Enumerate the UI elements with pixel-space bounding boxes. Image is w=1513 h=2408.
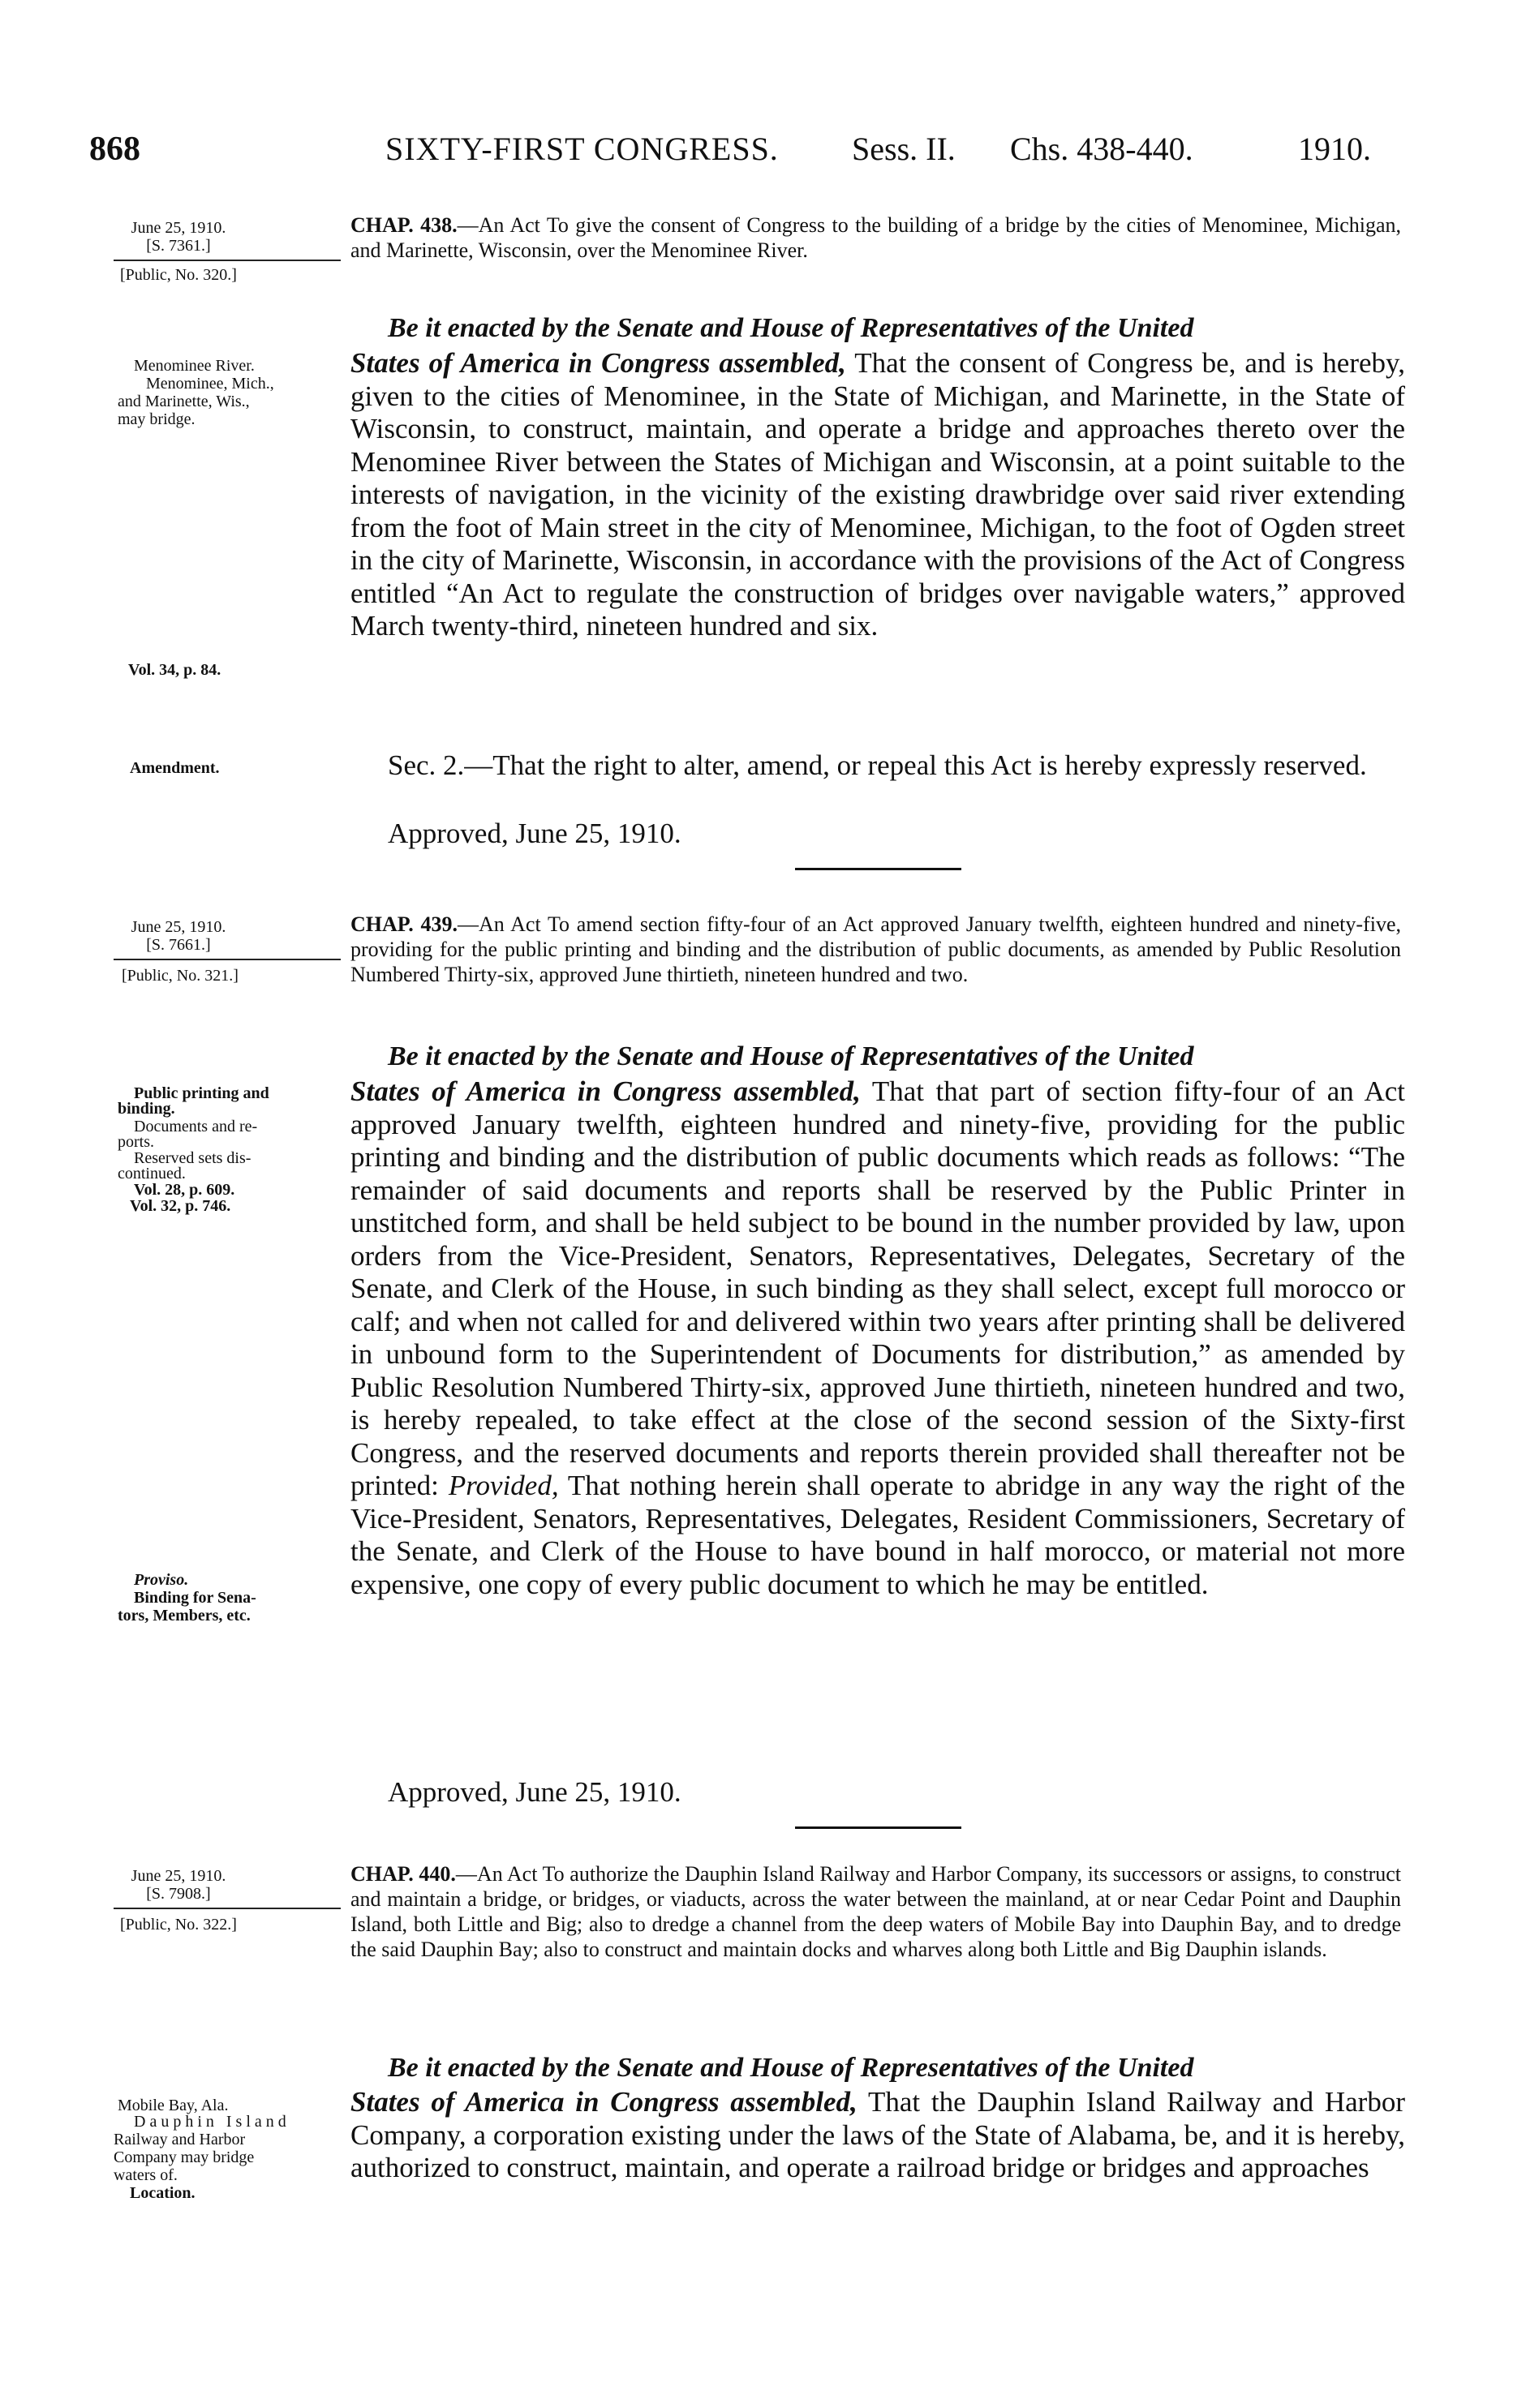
chap438-sec2-label: Sec. 2. <box>388 749 465 781</box>
chap439-synopsis <box>350 912 1401 987</box>
chap438-note-3: and Marinette, Wis., <box>118 393 250 410</box>
congress-title: SIXTY-FIRST CONGRESS. <box>385 131 779 167</box>
chap439-note-proviso: Proviso. <box>134 1571 189 1589</box>
chap438-note-2: Menominee, Mich., <box>146 375 274 393</box>
chap439-note-5: Reserved sets dis- <box>134 1149 251 1167</box>
chap439-proviso-word: Provided, <box>448 1470 559 1501</box>
chap440-section-text: That the Dauphin Island Railway and Harbor Company, a corporation existing under the laws of the State of Alabama, be, and it is hereby, authorized to construct, maintain, and operate a railroad bridge or bridges and approaches <box>350 2086 1405 2183</box>
chap439-enacting-clause: Be it enacted by the Senate and House of Representatives of the United <box>388 1041 1194 1071</box>
chap440-enacting-clause: Be it enacted by the Senate and House of Representatives of the United <box>388 2053 1194 2083</box>
chap440-note-5: waters of. <box>114 2166 178 2184</box>
chap438-synopsis <box>350 212 1401 263</box>
chap439-note-binding: Binding for Sena- <box>134 1589 256 1607</box>
chap439-approved: Approved, June 25, 1910. <box>388 1776 681 1808</box>
chap439-proviso-text: That nothing herein shall operate to abridge in any way the right of the Vice-President, Senators, Representatives, Delegates, Resident Commissioners, Secretary of the Senate, and Clerk of the House to have bound in half morocco, or material not more expensive, one copy of every public document to which he may be entitled. <box>350 1470 1406 1600</box>
chap439-note-8: Vol. 32, p. 746. <box>130 1197 231 1215</box>
running-header <box>89 130 1420 178</box>
chap440-note-2: Dauphin Island <box>134 2113 290 2131</box>
chap439-note-4: ports. <box>118 1133 154 1151</box>
chap439-title: —An Act To amend section fifty-four of an Act approved January twelfth, eighteen hundred and ninety-five, providing for the public printing and binding and the distribution of public documents, as amended by Public Resolution Numbered Thirty-six, approved June thirtieth, nineteen hundred and two. <box>350 912 1401 986</box>
chap439-note-7: Vol. 28, p. 609. <box>134 1181 235 1199</box>
chap438-enacting-cont: States of America in Congress assembled, <box>350 347 846 379</box>
page-number: 868 <box>89 131 140 168</box>
chap439-note-members: tors, Members, etc. <box>118 1607 251 1625</box>
chap439-note-2: binding. <box>118 1100 175 1118</box>
chap438-title: —An Act To give the consent of Congress to the building of a bridge by the cities of Menominee, Michigan, and Marinette, Wisconsin, over the Menominee River. <box>350 213 1401 262</box>
chapters-label: Chs. 438-440. <box>1010 131 1193 167</box>
chap438-end-rule <box>795 868 961 870</box>
session-label: Sess. II. <box>852 131 956 167</box>
chap438-date: June 25, 1910. <box>131 219 226 237</box>
chap439-note-6: continued. <box>118 1165 186 1183</box>
chap439-note-1: Public printing and <box>134 1084 269 1102</box>
chap438-note-vol: Vol. 34, p. 84. <box>128 661 221 679</box>
chap438-sec2-text: That the right to alter, amend, or repeal this Act is hereby expressly reserved. <box>492 749 1367 781</box>
chap440-title: —An Act To authorize the Dauphin Island Railway and Harbor Company, its successors or assigns, to construct and maintain a bridge, or bridges, or viaducts, across the water between the mainland, at or near Cedar Point and Dauphin Island, both Little and Big; also to dredge a channel from the deep waters of Mobile Bay into Dauphin Bay, and to dredge the said Dauphin Bay; also to construct and maintain docks and wharves along both Little and Big Dauphin islands. <box>350 1862 1402 1961</box>
chap438-approved: Approved, June 25, 1910. <box>388 818 681 849</box>
chap440-body <box>350 2086 1405 2185</box>
year-label: 1910. <box>1298 131 1371 167</box>
chap438-sidebar-rule <box>114 260 341 261</box>
chap439-enacting-cont: States of America in Congress assembled, <box>350 1075 861 1107</box>
chap438-public-law: [Public, No. 320.] <box>120 266 237 284</box>
chap440-sidebar-rule <box>114 1908 341 1909</box>
chap440-public-law: [Public, No. 322.] <box>120 1916 237 1934</box>
chap438-section-1: That the consent of Congress be, and is hereby, given to the cities of Menominee, in the State of Michigan, and Marinette, in the State of Wisconsin, to construct, maintain, and operate a bridge and approaches thereto over the Menominee River between the States of Michigan and Wisconsin, at a point suitable to the interests of navigation, in the vicinity of the existing drawbridge over said river extending from the foot of Main street in the city of Menominee, Michigan, to the foot of Ogden street in the city of Marinette, Wisconsin, in accordance with the provisions of the Act of Congress entitled “An Act to regulate the construction of bridges over navigable waters,” approved March twenty-third, nineteen hundred and six. <box>350 347 1405 642</box>
chap439-section-text: That that part of section fifty-four of an Act approved January twelfth, eighteen hundred and ninety-five, providing for the public printing and binding and the distribution of public documents which reads as follows: “The remainder of said documents and reports shall be reserved by the Public Printer in unstitched form, and shall be held subject to be bound in the number provided by law, upon orders from the Vice-President, Senators, Representatives, Delegates, Secretary of the Senate, and Clerk of the House, in such binding as they shall select, except full morocco or calf; and when not called for and delivered within two years after printing shall be delivered in unbound form to the Superintendent of Documents for distribution,” as amended by Public Resolution Numbered Thirty-six, approved June thirtieth, nineteen hundred and two, is hereby repealed, to take effect at the close of the second session of the Sixty-first Congress, and the reserved documents and reports therein provided shall thereafter not be printed: <box>350 1075 1405 1501</box>
chap438-note-amendment: Amendment. <box>130 759 220 777</box>
chap440-note-4: Company may bridge <box>114 2148 255 2166</box>
chap439-public-law: [Public, No. 321.] <box>122 967 239 985</box>
chap439-date: June 25, 1910. <box>131 918 226 936</box>
chap439-sidebar-rule <box>114 959 341 960</box>
chap440-note-1: Mobile Bay, Ala. <box>118 2097 229 2114</box>
chap439-label: CHAP. 439. <box>350 912 458 936</box>
chap440-label: CHAP. 440. <box>350 1862 456 1886</box>
chap438-bill: [S. 7361.] <box>146 237 211 255</box>
chap438-note-1: Menominee River. <box>134 357 255 375</box>
chap440-synopsis <box>350 1861 1401 1962</box>
chap438-note-4: may bridge. <box>118 410 196 428</box>
chap438-section-2: Sec. 2.—That the right to alter, amend, or repeal this Act is hereby expressly reserved. <box>388 749 1367 781</box>
chap440-enacting-cont: States of America in Congress assembled, <box>350 2086 858 2118</box>
chap440-bill: [S. 7908.] <box>146 1885 211 1903</box>
chap439-end-rule <box>795 1826 961 1829</box>
chap439-bill: [S. 7661.] <box>146 936 211 954</box>
chap440-note-6: Location. <box>130 2184 196 2202</box>
chap440-date: June 25, 1910. <box>131 1867 226 1885</box>
chap439-note-3: Documents and re- <box>134 1118 258 1135</box>
chap439-body <box>350 1075 1405 1601</box>
chap438-body <box>350 347 1405 643</box>
chap438-enacting-clause: Be it enacted by the Senate and House of Representatives of the United <box>388 313 1194 343</box>
chap440-note-3: Railway and Harbor <box>114 2131 246 2148</box>
chap438-label: CHAP. 438. <box>350 213 458 237</box>
